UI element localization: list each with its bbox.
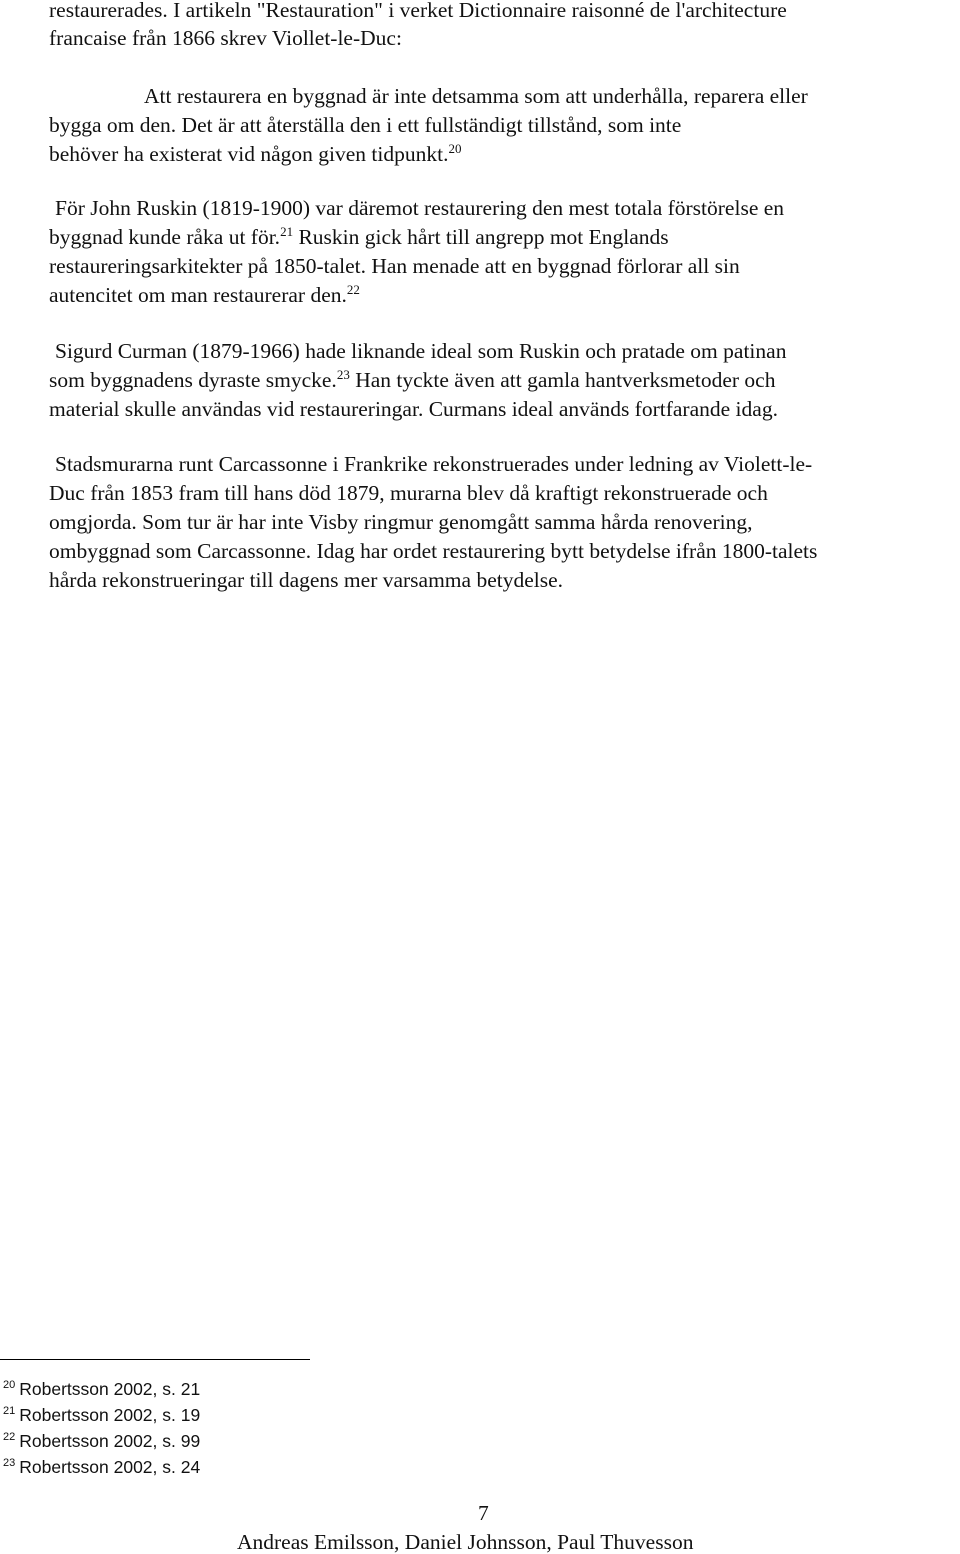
body-text: Ruskin gick hårt till angrepp mot Englands (298, 225, 669, 249)
body-text: som byggnadens dyraste smycke. (49, 368, 337, 392)
quote-line (49, 115, 681, 137)
footnote-number: 21 (3, 1405, 16, 1417)
footnote-ref: 21 (280, 224, 294, 239)
body-line: Duc från 1853 fram till hans död 1879, murarna blev då kraftigt rekonstruerade och (49, 481, 768, 505)
footnote-text: Robertsson 2002, s. 19 (19, 1405, 201, 1425)
quote-line (49, 141, 462, 166)
footnote (3, 1433, 200, 1451)
body-line: restaurerades. I artikeln "Restauration" i verket Dictionnaire raisonné de l'architecture (49, 0, 787, 22)
body-line: ombyggnad som Carcassonne. Idag har ordet restaurering bytt betydelse ifrån 1800-talets (49, 539, 818, 563)
quote-text: behöver ha existerat vid någon given tidpunkt. (49, 142, 449, 166)
footnote (3, 1459, 200, 1477)
footnote-number: 22 (3, 1431, 16, 1443)
body-line: omgjorda. Som tur är har inte Visby ringmur genomgått samma hårda renovering, (49, 510, 753, 534)
body-line: För John Ruskin (1819-1900) var däremot restaurering den mest totala förstörelse en (55, 196, 785, 220)
footnote (3, 1407, 200, 1425)
body-line (49, 367, 776, 392)
footnote-ref: 20 (448, 141, 462, 156)
footnote-text: Robertsson 2002, s. 99 (19, 1431, 201, 1451)
body-line: material skulle användas vid restaureringar. Curmans ideal används fortfarande idag. (49, 397, 778, 421)
footnote-text: Robertsson 2002, s. 24 (19, 1457, 201, 1477)
quote-line: Att restaurera en byggnad är inte detsamma som att underhålla, reparera eller (144, 84, 808, 108)
body-line: Sigurd Curman (1879-1966) hade liknande ideal som Ruskin och pratade om patinan (55, 339, 787, 363)
footnote-text: Robertsson 2002, s. 21 (19, 1379, 201, 1399)
footnote-ref: 23 (336, 367, 350, 382)
footnote-ref: 22 (346, 282, 360, 297)
body-line: restaureringsarkitekter på 1850-talet. Han menade att en byggnad förlorar all sin (49, 254, 740, 278)
page-number: 7 (478, 1501, 489, 1525)
body-text: byggnad kunde råka ut för. (49, 225, 281, 249)
quote-text: bygga om den. Det är att återställa den i ett fullständigt tillstånd, som inte (49, 113, 682, 137)
footnote-number: 20 (3, 1379, 16, 1391)
body-line (49, 224, 669, 249)
body-text: Han tyckte även att gamla hantverksmetoder och (355, 368, 776, 392)
page-footer-authors: Andreas Emilsson, Daniel Johnsson, Paul Thuvesson (237, 1530, 694, 1554)
footnote-separator (0, 1359, 310, 1360)
body-line (49, 282, 360, 307)
footnote (3, 1381, 200, 1399)
body-line: francaise från 1866 skrev Viollet-le-Duc: (49, 26, 402, 50)
body-line: Stadsmurarna runt Carcassonne i Frankrike rekonstruerades under ledning av Violett-le- (55, 452, 813, 476)
footnote-number: 23 (3, 1457, 16, 1469)
body-line: hårda rekonstrueringar till dagens mer varsamma betydelse. (49, 568, 564, 592)
body-text: autencitet om man restaurerar den. (49, 283, 347, 307)
